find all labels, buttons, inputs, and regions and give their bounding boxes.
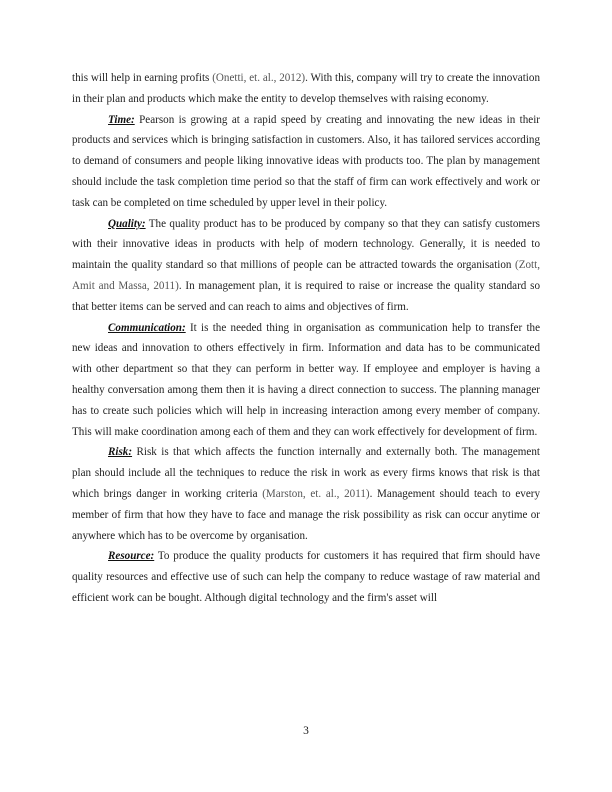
paragraph-quality <box>72 214 540 318</box>
citation: (Marston, et. al., 2011) <box>262 487 370 500</box>
citation: (Onetti, et. al., 2012) <box>212 72 306 84</box>
citation: (Zott, Amit and Massa, 2011) <box>72 259 540 292</box>
paragraph-text: . Management should teach to every member of firm that how they have to face and manage the risk possibility as risk can occur anytime or anywhere which has to be overcome by organisation. <box>72 487 540 542</box>
paragraph-text: It is the needed thing in organisation as communication help to transfer the new ideas and innovation to others effectively in firm. Information and data has to be communicated with other department so that they can perform in better way. If employee and employer is having a healthy conversation among them then it is having a direct connection to success. The planning manager has to create such policies which will help in increasing interaction among every member of company. This will make coordination among each of them and they can work effectively for development of firm. <box>72 321 540 438</box>
paragraph-text: this will help in earning profits <box>72 72 213 84</box>
paragraph-text: . In management plan, it is required to raise or increase the quality standard so that better items can be served and can reach to aims and objectives of firm. <box>72 279 541 313</box>
paragraph-resource <box>72 546 540 608</box>
paragraph-text: Risk is that which affects the function internally and externally both. The management plan should include all the techniques to reduce the risk in work as every firms knows that risk is that which brings danger in working criteria <box>72 446 540 500</box>
page-number: 3 <box>303 725 309 737</box>
paragraph-text: The quality product has to be produced by company so that they can satisfy customers with their innovative ideas in products with help of modern technology. Generally, it is needed to maintain the quality standard so that millions of people can be attracted towards the organisation <box>72 217 540 272</box>
paragraph-text: To produce the quality products for customers it has required that firm should have quality resources and effective use of such can help the company to reduce wastage of raw material and efficient work can be bought. Although digital technology and the firm's asset will <box>72 550 540 604</box>
body-text <box>72 68 540 609</box>
paragraph-text: Pearson is growing at a rapid speed by creating and innovating the new ideas in their products and services which is bringing satisfaction in customers. Also, it has tailored services according to demand of consumers and people liking innovative ideas with products too. The plan by management should include the task completion time period so that the staff of firm can work effectively and work or task can be completed on time scheduled by upper level in their policy. <box>72 113 540 209</box>
paragraph-time <box>72 110 540 214</box>
section-heading-risk: Risk: <box>108 446 133 459</box>
section-heading-time: Time: <box>108 113 135 126</box>
section-heading-communication: Communication: <box>108 321 186 334</box>
section-heading-quality: Quality: <box>108 217 146 230</box>
paragraph-intro <box>72 68 540 110</box>
section-heading-resource: Resource: <box>108 550 155 563</box>
paragraph-text: . With this, company will try to create the innovation in their plan and products which make the entity to develop themselves with raising economy. <box>72 72 540 105</box>
paragraph-communication <box>72 318 540 443</box>
paragraph-risk <box>72 442 540 546</box>
